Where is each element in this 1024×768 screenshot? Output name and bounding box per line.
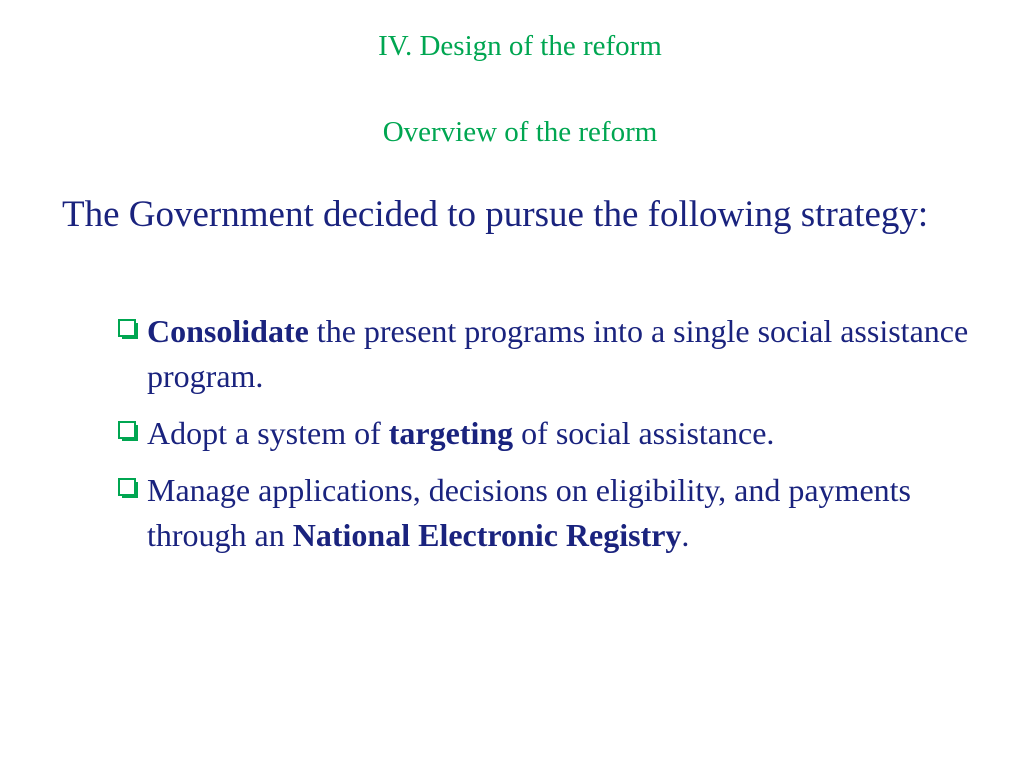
bullet-bold: National Electronic Registry bbox=[292, 517, 682, 553]
bullet-bold-lead: Consolidate bbox=[147, 313, 309, 349]
intro-text: The Government decided to pursue the following strategy: bbox=[62, 194, 929, 235]
bullet-text-before: Adopt a system of bbox=[147, 415, 389, 451]
checkbox-square-icon bbox=[118, 478, 140, 500]
bullet-list bbox=[116, 309, 976, 570]
bullet-text-after: . bbox=[681, 517, 690, 553]
bullet-text-before: Manage applications, decisions on eligibility, and payments through an bbox=[147, 472, 911, 553]
checkbox-square-icon bbox=[118, 319, 140, 341]
section-title: IV. Design of the reform bbox=[378, 30, 662, 62]
bullet-text-after: of social assistance. bbox=[513, 415, 775, 451]
bullet-targeting bbox=[116, 411, 976, 456]
checkbox-square-icon bbox=[118, 421, 140, 443]
bullet-text: the present programs into a single social assistance program. bbox=[147, 313, 969, 394]
slide-title bbox=[0, 26, 1024, 152]
slide-subtitle: Overview of the reform bbox=[382, 116, 658, 148]
bullet-registry bbox=[116, 468, 976, 558]
title-gap bbox=[0, 66, 1024, 112]
bullet-bold: targeting bbox=[388, 415, 514, 451]
bullet-consolidate bbox=[116, 309, 976, 399]
